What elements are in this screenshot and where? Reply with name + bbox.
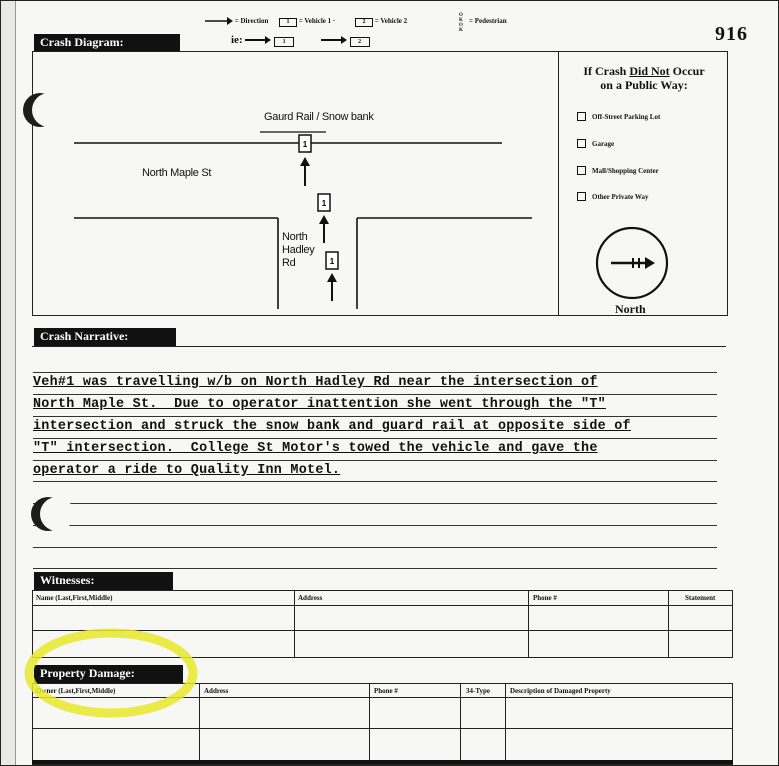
north-label: North — [615, 302, 646, 316]
svg-text:1: 1 — [321, 199, 327, 208]
property-col-type: 34-Type — [466, 687, 490, 695]
north-compass-icon — [593, 225, 673, 305]
witness-col-statement: Statement — [685, 594, 716, 602]
legend-pedestrian: = Pedestrian — [469, 17, 507, 25]
checkbox-off-street-parking[interactable]: Off-Street Parking Lot — [577, 112, 660, 121]
yellow-highlight-circle — [21, 625, 201, 725]
svg-text:1: 1 — [302, 140, 308, 149]
property-col-owner: Owner (Last,First,Middle) — [36, 687, 116, 695]
legend-pedestrian-symbol: O K O K — [459, 13, 463, 33]
checkbox-other-private-way[interactable]: Other Private Way — [577, 192, 649, 201]
punch-hole-top — [23, 93, 57, 127]
svg-text:1: 1 — [329, 257, 335, 266]
page-number: 916 — [715, 23, 748, 45]
witness-col-name: Name (Last,First,Middle) — [36, 594, 113, 602]
guard-rail-label: Gaurd Rail / Snow bank — [264, 111, 374, 123]
witness-col-phone: Phone # — [533, 594, 557, 602]
crash-diagram-drawing — [32, 51, 559, 314]
arrow-icon — [205, 17, 233, 25]
witnesses-label: Witnesses: — [34, 572, 173, 590]
legend-vehicle-2: 2 = Vehicle 2 — [355, 17, 407, 27]
property-col-address: Address — [204, 687, 229, 695]
public-way-title: If Crash Did Not Occur on a Public Way: — [583, 64, 705, 92]
street-label-north-hadley: North Hadley Rd — [282, 231, 315, 269]
crash-diagram-label: Crash Diagram: — [34, 34, 180, 52]
arrow-icon — [321, 35, 347, 45]
scan-margin — [1, 1, 16, 765]
punch-hole-bottom — [31, 497, 65, 531]
property-col-phone: Phone # — [374, 687, 398, 695]
legend-direction: = Direction — [205, 17, 268, 25]
property-col-description: Description of Damaged Property — [510, 687, 611, 695]
checkbox-mall-shopping-center[interactable]: Mall/Shopping Center — [577, 166, 659, 175]
crash-narrative-label: Crash Narrative: — [34, 328, 176, 346]
checkbox-garage[interactable]: Garage — [577, 139, 614, 148]
legend-vehicle-1: 1 = Vehicle 1 · — [279, 17, 335, 27]
narrative-text: Veh#1 was travelling w/b on North Hadley Rd near the intersection of North Maple St. Due to operator inattention she went through the "T" intersection and struck the snow bank and guard rail at opposite side of "T" intersection. College St Motor's towed the vehicle and gave the operator a ride to Quality Inn Motel. — [33, 375, 631, 478]
arrow-icon — [245, 35, 271, 45]
legend-example: ie: 1 2 — [231, 34, 370, 47]
street-label-north-maple: North Maple St — [142, 167, 212, 179]
property-damage-label: Property Damage: — [34, 665, 183, 683]
witness-col-address: Address — [298, 594, 323, 602]
